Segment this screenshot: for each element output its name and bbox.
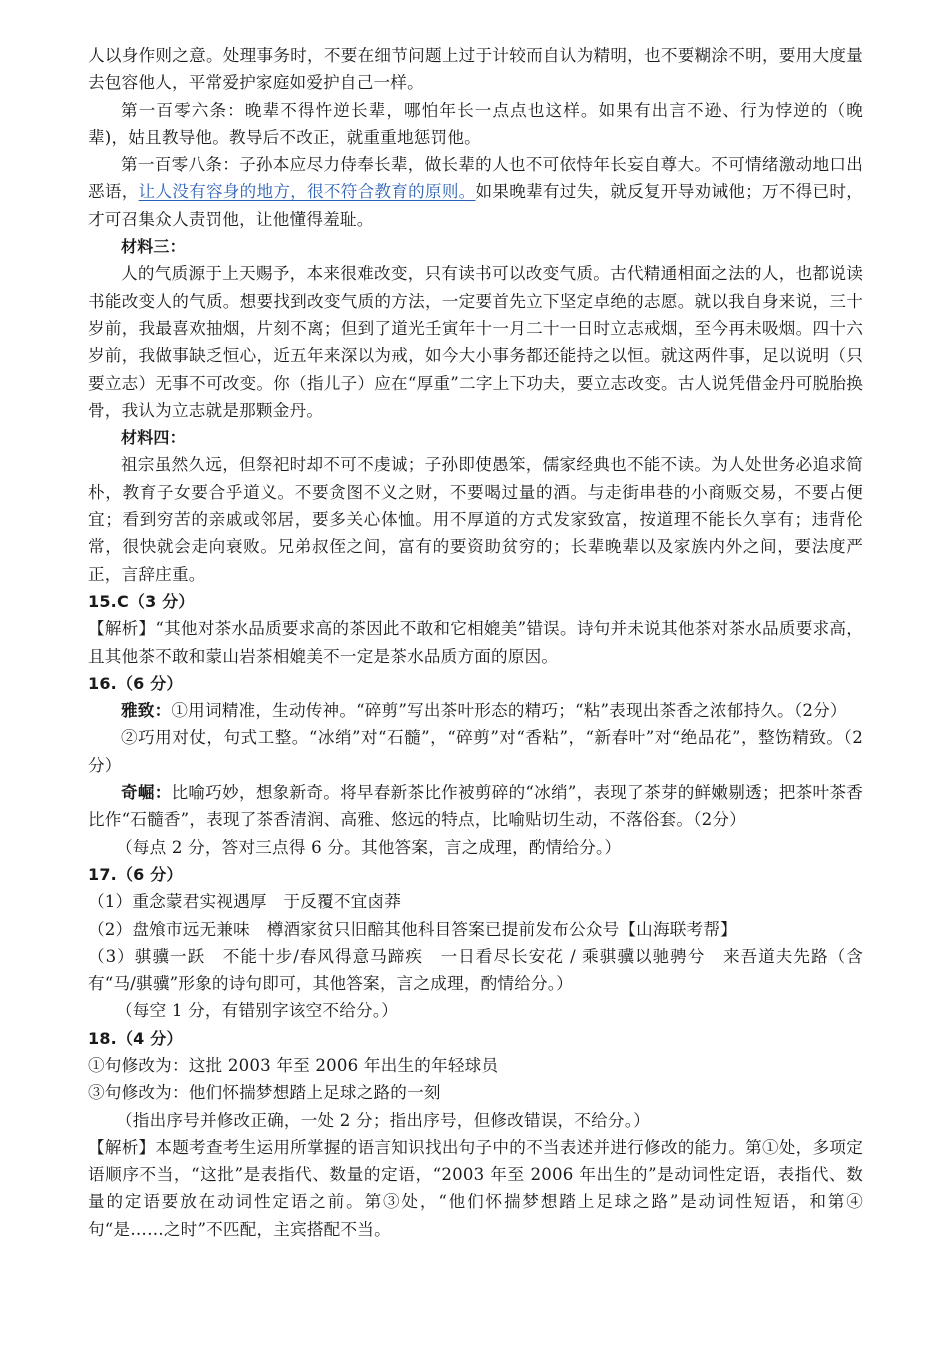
q17-heading: 17.（6 分）: [88, 864, 183, 884]
answer-page: [88, 42, 863, 1243]
article-108-text-a: 第一百零八条：子孙本应尽力侍奉长辈，做长辈的人也不可依恃年长妄自尊大。不可情绪激动地口出恶语，: [88, 155, 863, 202]
q18-heading: 18.（4 分）: [88, 1028, 183, 1048]
q16-qijue-label: 奇崛：: [121, 782, 172, 803]
q17-answer-3: （3）骐骥一跃 不能十步/春风得意马蹄疾 一日看尽长安花 / 乘骐骥以驰骋兮 来吾道夫先路（含有“马/骐骥”形象的诗句即可，其他答案，言之成理，酌情给分。）: [88, 946, 863, 994]
q16-yazhi-2: ②巧用对仗，句式工整。“冰绡”对“石髓”，“碎剪”对“香粘”，“新春叶”对“绝品花”，整饬精致。（2 分）: [88, 728, 863, 775]
q16-yazhi-1-text: ①用词精准，生动传神。“碎剪”写出茶叶形态的精巧；“粘”表现出茶香之浓郁持久。（2分）: [171, 701, 847, 721]
q16-yazhi-1: [88, 697, 863, 724]
article-108: [88, 151, 863, 233]
q15-heading: 15.C（3 分）: [88, 591, 195, 611]
material3-title: 材料三：: [121, 237, 186, 257]
article-106: 第一百零六条：晚辈不得忤逆长辈，哪怕年长一点点也这样。如果有出言不逊、行为悖逆的（晚辈)，姑且教导他。教导后不改正，就重重地惩罚他。: [88, 100, 863, 147]
q17-answer-1: （1）重念蒙君实视遇厚 于反覆不宜卤莽: [88, 892, 402, 912]
material2-line: 人以身作则之意。处理事务时，不要在细节问题上过于计较而自认为精明，也不要糊涂不明，要用大度量去包容他人，平常爱护家庭如爱护自己一样。: [88, 46, 863, 93]
q15-analysis: 【解析】“其他对茶水品质要求高的茶因此不敢和它相媲美”错误。诗句并未说其他茶对茶水品质要求高，且其他茶不敢和蒙山岩茶相媲美不一定是茶水品质方面的原因。: [88, 619, 863, 666]
q16-qijue-text: 比喻巧妙，想象新奇。将早春新茶比作被剪碎的“冰绡”，表现了茶芽的鲜嫩剔透；把茶叶茶香比作“石髓香”，表现了茶香清润、高雅、悠远的特点，比喻贴切生动，不落俗套。（2分）: [88, 783, 863, 830]
material4-title: 材料四：: [121, 428, 186, 448]
q17-answer-2: （2）盘飧市远无兼味 樽酒家贫只旧醅其他科目答案已提前发布公众号【山海联考帮】: [88, 919, 737, 939]
q18-analysis: 【解析】本题考查考生运用所掌握的语言知识找出句子中的不当表述并进行修改的能力。第①处，多项定语顺序不当，“这批”是表指代、数量的定语，“2003 年至 2006 年出生的”是动词性定语，表指代、数量的定语要放在动词性定语之前。第③处，“他们怀揣梦想踏上足球之路”是动词性短语，和第④句“是……之时”不匹配，主宾搭配不当。: [88, 1137, 863, 1239]
q18-fix-1: ①句修改为：这批 2003 年至 2006 年出生的年轻球员: [88, 1055, 499, 1075]
q17-scoring-note: （每空 1 分，有错别字该空不给分。）: [116, 1001, 399, 1021]
material4-body: 祖宗虽然久远，但祭祀时却不可不虔诚；子孙即使愚笨，儒家经典也不能不读。为人处世务必追求简朴，教育子女要合乎道义。不要贪图不义之财，不要喝过量的酒。与走街串巷的小商贩交易，不要占便宜；看到穷苦的亲戚或邻居，要多关心体恤。用不厚道的方式发家致富，按道理不能长久享有；违背伦常，很快就会走向衰败。兄弟叔侄之间，富有的要资助贫穷的；长辈晚辈以及家族内外之间，要法度严正，言辞庄重。: [88, 455, 863, 584]
q16-yazhi-label: 雅致：: [121, 700, 172, 721]
article-108-text-b: 如果晚辈有过失，就反复开导劝诫他；万不得已时，才可召集众人责罚他，让他懂得羞耻。: [88, 182, 863, 229]
q16-qijue: [88, 779, 863, 834]
article-108-highlight-link[interactable]: 让人没有容身的地方，很不符合教育的原则。: [138, 182, 476, 202]
material3-body: 人的气质源于上天赐予，本来很难改变，只有读书可以改变气质。古代精通相面之法的人，也都说读书能改变人的气质。想要找到改变气质的方法，一定要首先立下坚定卓绝的志愿。就以我自身来说，三十岁前，我最喜欢抽烟，片刻不离；但到了道光壬寅年十一月二十一日时立志戒烟，至今再未吸烟。四十六岁前，我做事缺乏恒心，近五年来深以为戒，如今大小事务都还能持之以恒。就这两件事，足以说明（只要立志）无事不可改变。你（指儿子）应在“厚重”二字上下功夫，要立志改变。古人说凭借金丹可脱胎换骨，我认为立志就是那颗金丹。: [88, 264, 863, 420]
q16-scoring-note: （每点 2 分，答对三点得 6 分。其他答案，言之成理，酌情给分。）: [116, 837, 622, 857]
q18-scoring-note: （指出序号并修改正确，一处 2 分；指出序号，但修改错误，不给分。）: [116, 1110, 651, 1130]
q18-fix-3: ③句修改为：他们怀揣梦想踏上足球之路的一刻: [88, 1083, 441, 1103]
q16-heading: 16.（6 分）: [88, 673, 183, 693]
